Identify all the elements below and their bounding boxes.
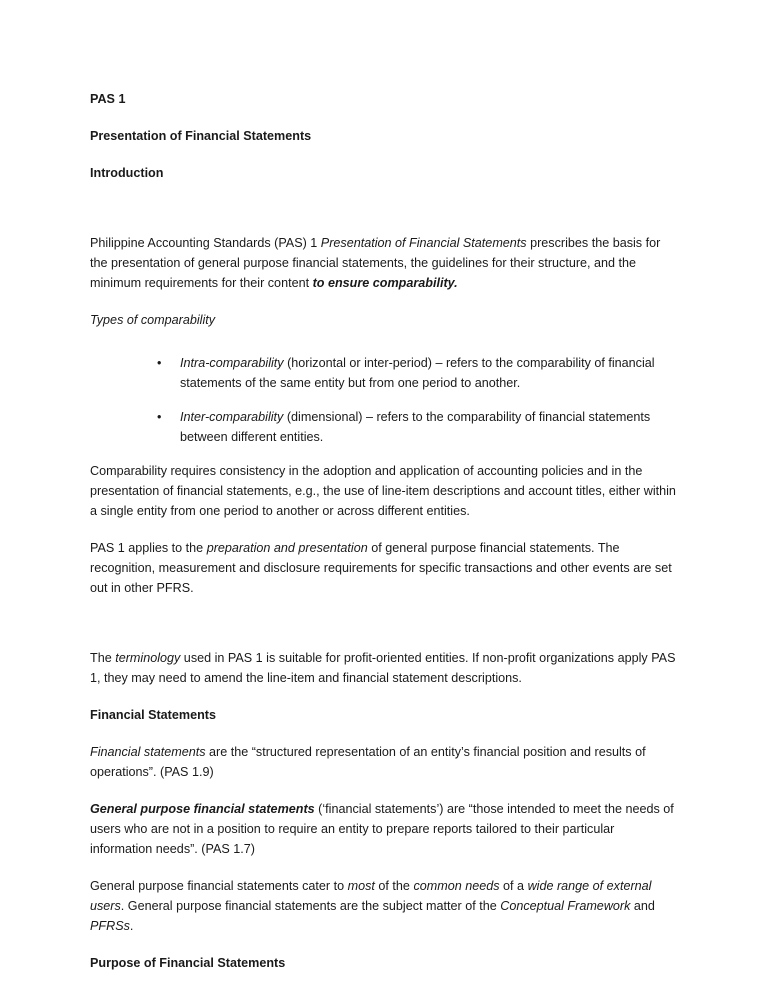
purpose-heading: Purpose of Financial Statements — [90, 956, 286, 970]
financial-statements-heading: Financial Statements — [90, 708, 216, 722]
bullet-icon: • — [157, 410, 162, 424]
terminology-paragraph: The terminology used in PAS 1 is suitable for profit-oriented entities. If non-profit organizations apply PAS 1, they may need to amend the line-item and financial statement descriptions. — [90, 651, 676, 685]
list-item: • Intra-comparability (horizontal or inter-period) – refers to the comparability of financial statements of the same entity but from one period to another. — [90, 353, 680, 393]
standard-title-heading: Presentation of Financial Statements — [90, 129, 312, 143]
list-item: • Inter-comparability (dimensional) – refers to the comparability of financial statements between different entities. — [90, 407, 680, 447]
general-purpose-users-paragraph: General purpose financial statements cater to most of the common needs of a wide range of external users. General purpose financial statements are the subject matter of the Conceptual Framework and PFRSs. — [90, 879, 655, 933]
introduction-heading: Introduction — [90, 166, 164, 180]
comparability-list — [90, 353, 680, 447]
applies-paragraph: PAS 1 applies to the preparation and presentation of general purpose financial statements. The recognition, measurement and disclosure requirements for specific transactions and other events are set out in other PFRS. — [90, 541, 672, 595]
document-page — [90, 89, 680, 973]
bullet-icon: • — [157, 356, 162, 370]
general-purpose-definition-paragraph: General purpose financial statements (‘financial statements’) are “those intended to meet the needs of users who are not in a position to require an entity to prepare reports tailored to their particular information needs”. (PAS 1.7) — [90, 802, 674, 856]
consistency-paragraph: Comparability requires consistency in the adoption and application of accounting policies and in the presentation of financial statements, e.g., the use of line-item descriptions and account titles, either within a single entity from one period to another or across different entities. — [90, 464, 676, 518]
intro-paragraph: Philippine Accounting Standards (PAS) 1 Presentation of Financial Statements prescribes the basis for the presentation of general purpose financial statements, the guidelines for their structure, and the minimum requirements for their content to ensure comparability. — [90, 236, 661, 290]
fs-definition-paragraph: Financial statements are the “structured representation of an entity’s financial position and results of operations”. (PAS 1.9) — [90, 745, 646, 779]
types-of-comparability-heading: Types of comparability — [90, 313, 216, 327]
standard-code-heading: PAS 1 — [90, 92, 126, 106]
